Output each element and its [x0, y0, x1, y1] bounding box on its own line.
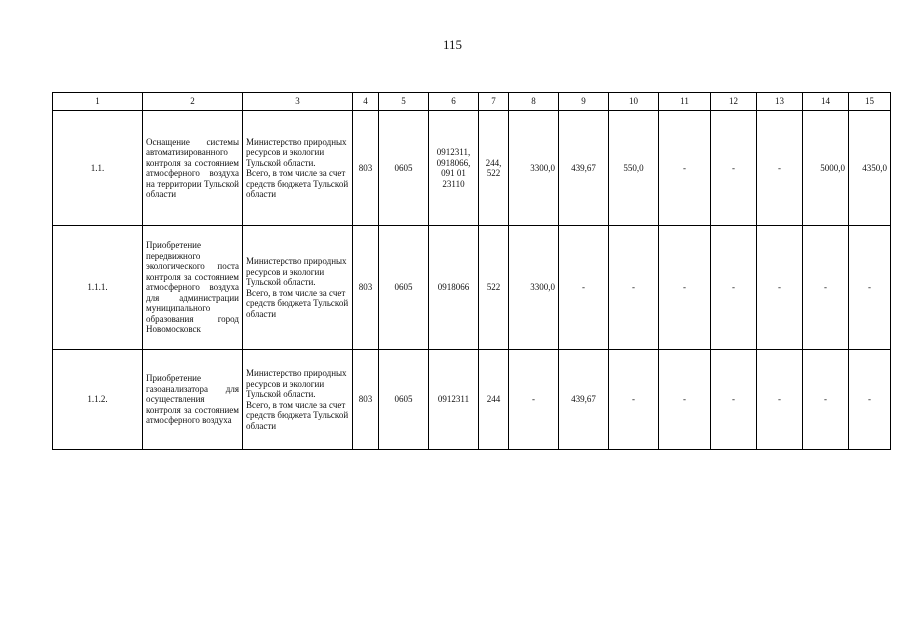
table-row: [53, 350, 891, 450]
cell-c4: 803: [353, 350, 379, 450]
header-cell: 7: [479, 93, 509, 111]
activity-name: Приобретение передвижного экологического поста контроля за состоянием атмосферного воздуха для администрации муниципального образования город Новомосковск: [143, 226, 243, 350]
header-cell: 2: [143, 93, 243, 111]
header-cell: 11: [659, 93, 711, 111]
executor: Министерство природных ресурсов и экологии Тульской области. Всего, в том числе за счет средств бюджета Тульской области: [243, 111, 353, 226]
cell-c13: -: [757, 111, 803, 226]
budget-table: [52, 92, 891, 450]
cell-c10: -: [609, 226, 659, 350]
cell-c8: -: [509, 350, 559, 450]
header-cell: 6: [429, 93, 479, 111]
executor: Министерство природных ресурсов и экологии Тульской области. Всего, в том числе за счет средств бюджета Тульской области: [243, 226, 353, 350]
header-cell: 14: [803, 93, 849, 111]
row-number: 1.1.1.: [53, 226, 143, 350]
cell-c15: -: [849, 350, 891, 450]
cell-c4: 803: [353, 111, 379, 226]
header-cell: 8: [509, 93, 559, 111]
table-row: [53, 226, 891, 350]
cell-c14: 5000,0: [803, 111, 849, 226]
cell-c10: 550,0: [609, 111, 659, 226]
cell-c12: -: [711, 111, 757, 226]
cell-c5: 0605: [379, 350, 429, 450]
cell-c7: 244, 522: [479, 111, 509, 226]
header-cell: 1: [53, 93, 143, 111]
row-number: 1.1.: [53, 111, 143, 226]
header-cell: 4: [353, 93, 379, 111]
header-cell: 13: [757, 93, 803, 111]
executor: Министерство природных ресурсов и экологии Тульской области. Всего, в том числе за счет средств бюджета Тульской области: [243, 350, 353, 450]
cell-c11: -: [659, 111, 711, 226]
cell-c10: -: [609, 350, 659, 450]
cell-c9: -: [559, 226, 609, 350]
cell-c5: 0605: [379, 111, 429, 226]
page-number: 115: [442, 37, 463, 52]
header-cell: 3: [243, 93, 353, 111]
activity-name: Оснащение системы автоматизированного контроля за состоянием атмосферного воздуха на территории Тульской области: [143, 111, 243, 226]
cell-c14: -: [803, 226, 849, 350]
cell-c6: 0912311, 0918066, 091 01 23110: [429, 111, 479, 226]
header-row: [53, 93, 891, 111]
cell-c11: -: [659, 226, 711, 350]
header-cell: 9: [559, 93, 609, 111]
cell-c15: 4350,0: [849, 111, 891, 226]
cell-c4: 803: [353, 226, 379, 350]
row-number: 1.1.2.: [53, 350, 143, 450]
header-cell: 15: [849, 93, 891, 111]
cell-c11: -: [659, 350, 711, 450]
cell-c13: -: [757, 226, 803, 350]
cell-c6: 0912311: [429, 350, 479, 450]
cell-c12: -: [711, 350, 757, 450]
cell-c9: 439,67: [559, 111, 609, 226]
cell-c13: -: [757, 350, 803, 450]
table-row: [53, 111, 891, 226]
header-cell: 12: [711, 93, 757, 111]
cell-c8: 3300,0: [509, 226, 559, 350]
cell-c8: 3300,0: [509, 111, 559, 226]
header-cell: 10: [609, 93, 659, 111]
cell-c6: 0918066: [429, 226, 479, 350]
cell-c14: -: [803, 350, 849, 450]
cell-c7: 522: [479, 226, 509, 350]
cell-c7: 244: [479, 350, 509, 450]
header-cell: 5: [379, 93, 429, 111]
cell-c12: -: [711, 226, 757, 350]
cell-c15: -: [849, 226, 891, 350]
activity-name: Приобретение газоанализатора для осуществления контроля за состоянием атмосферного воздуха: [143, 350, 243, 450]
cell-c5: 0605: [379, 226, 429, 350]
cell-c9: 439,67: [559, 350, 609, 450]
